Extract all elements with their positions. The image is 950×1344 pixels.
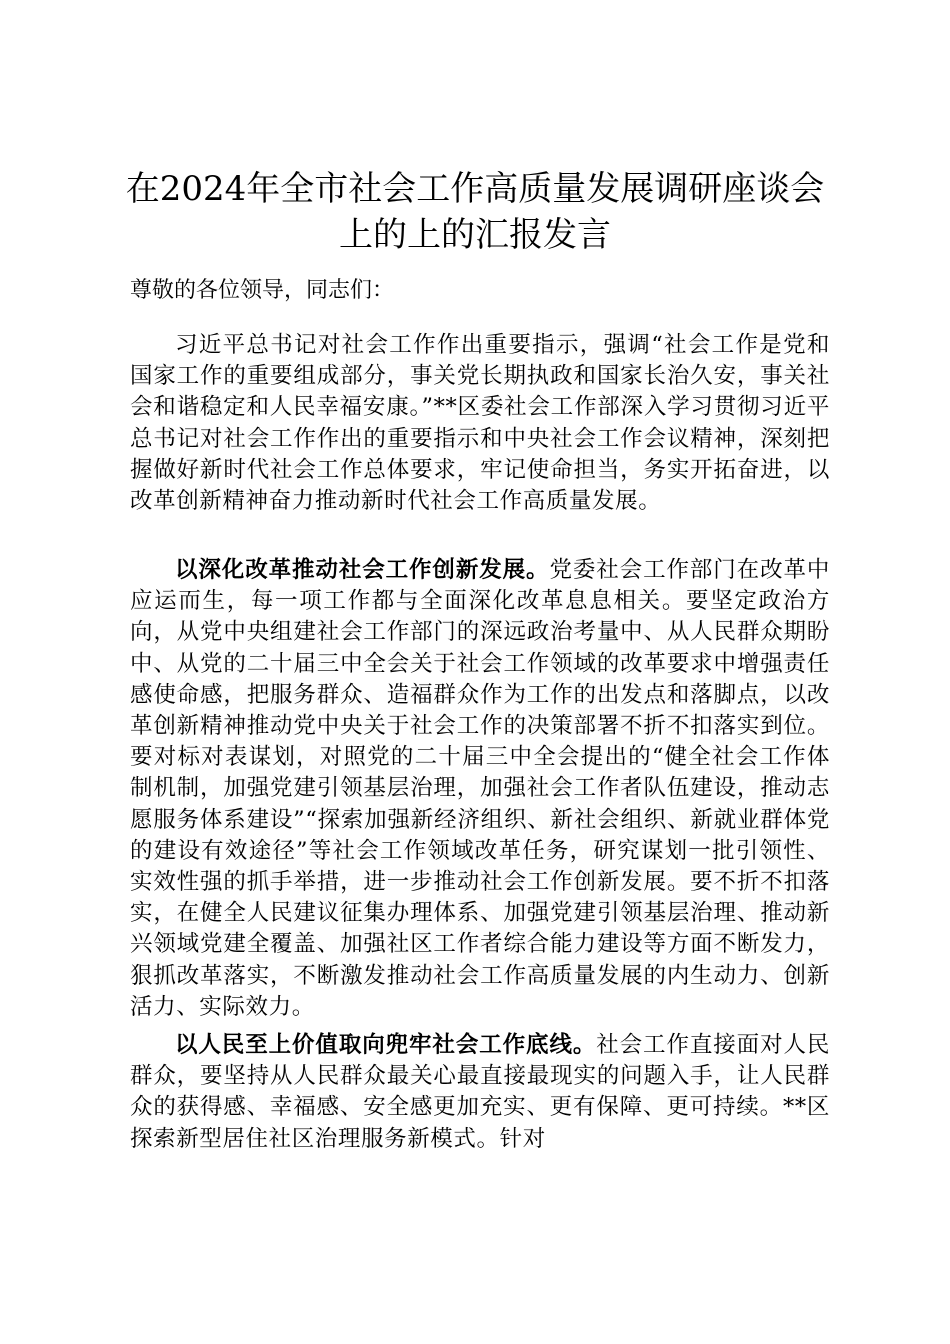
salutation: 尊敬的各位领导，同志们： [130, 278, 395, 303]
paragraph-people [130, 1030, 830, 1155]
paragraph-text: 党委社会工作部门在改革中应运而生，每一项工作都与全面深化改革息息相关。要坚定政治方向，从党中央组建社会工作部门的深远政治考量中、从人民群众期盼中、从党的二十届三中全会关于社会工作领域的改革要求中增强责任感使命感，把服务群众、造福群众作为工作的出发点和落脚点，以改革创新精神推动党中央关于社会工作的决策部署不折不扣落实到位。要对标对表谋划，对照党的二十届三中全会提出的“健全社会工作体制机制，加强党建引领基层治理，加强社会工作者队伍建设，推动志愿服务体系建设”“探索加强新经济组织、新社会组织、新就业群体党的建设有效途径”等社会工作领域改革任务，研究谋划一批引领性、实效性强的抓手举措，进一步推动社会工作创新发展。要不折不扣落实，在健全人民建议征集办理体系、加强党建引领基层治理、推动新兴领域党建全覆盖、加强社区工作者综合能力建设等方面不断发力，狠抓改革落实，不断激发推动社会工作高质量发展的内生动力、创新活力、实际效力。 [130, 557, 830, 1020]
document-title: 在2024年全市社会工作高质量发展调研座谈会上的上的汇报发言 [125, 169, 825, 255]
paragraph-heading: 以人民至上价值取向兜牢社会工作底线。 [175, 1032, 597, 1058]
paragraph-intro [130, 330, 830, 517]
paragraph-heading: 以深化改革推动社会工作创新发展。 [175, 557, 550, 583]
paragraph-reform [130, 555, 830, 1023]
paragraph-text: 社会工作直接面对人民群众，要坚持从人民群众最关心最直接最现实的问题入手，让人民群众的获得感、幸福感、安全感更加充实、更有保障、更可持续。**区探索新型居住社区治理服务新模式。针对 [130, 1032, 830, 1152]
paragraph-text: 习近平总书记对社会工作作出重要指示，强调“社会工作是党和国家工作的重要组成部分，事关党长期执政和国家长治久安，事关社会和谐稳定和人民幸福安康。”**区委社会工作部深入学习贯彻习近平总书记对社会工作作出的重要指示和中央社会工作会议精神，深刻把握做好新时代社会工作总体要求，牢记使命担当，务实开拓奋进，以改革创新精神奋力推动新时代社会工作高质量发展。 [130, 332, 830, 515]
